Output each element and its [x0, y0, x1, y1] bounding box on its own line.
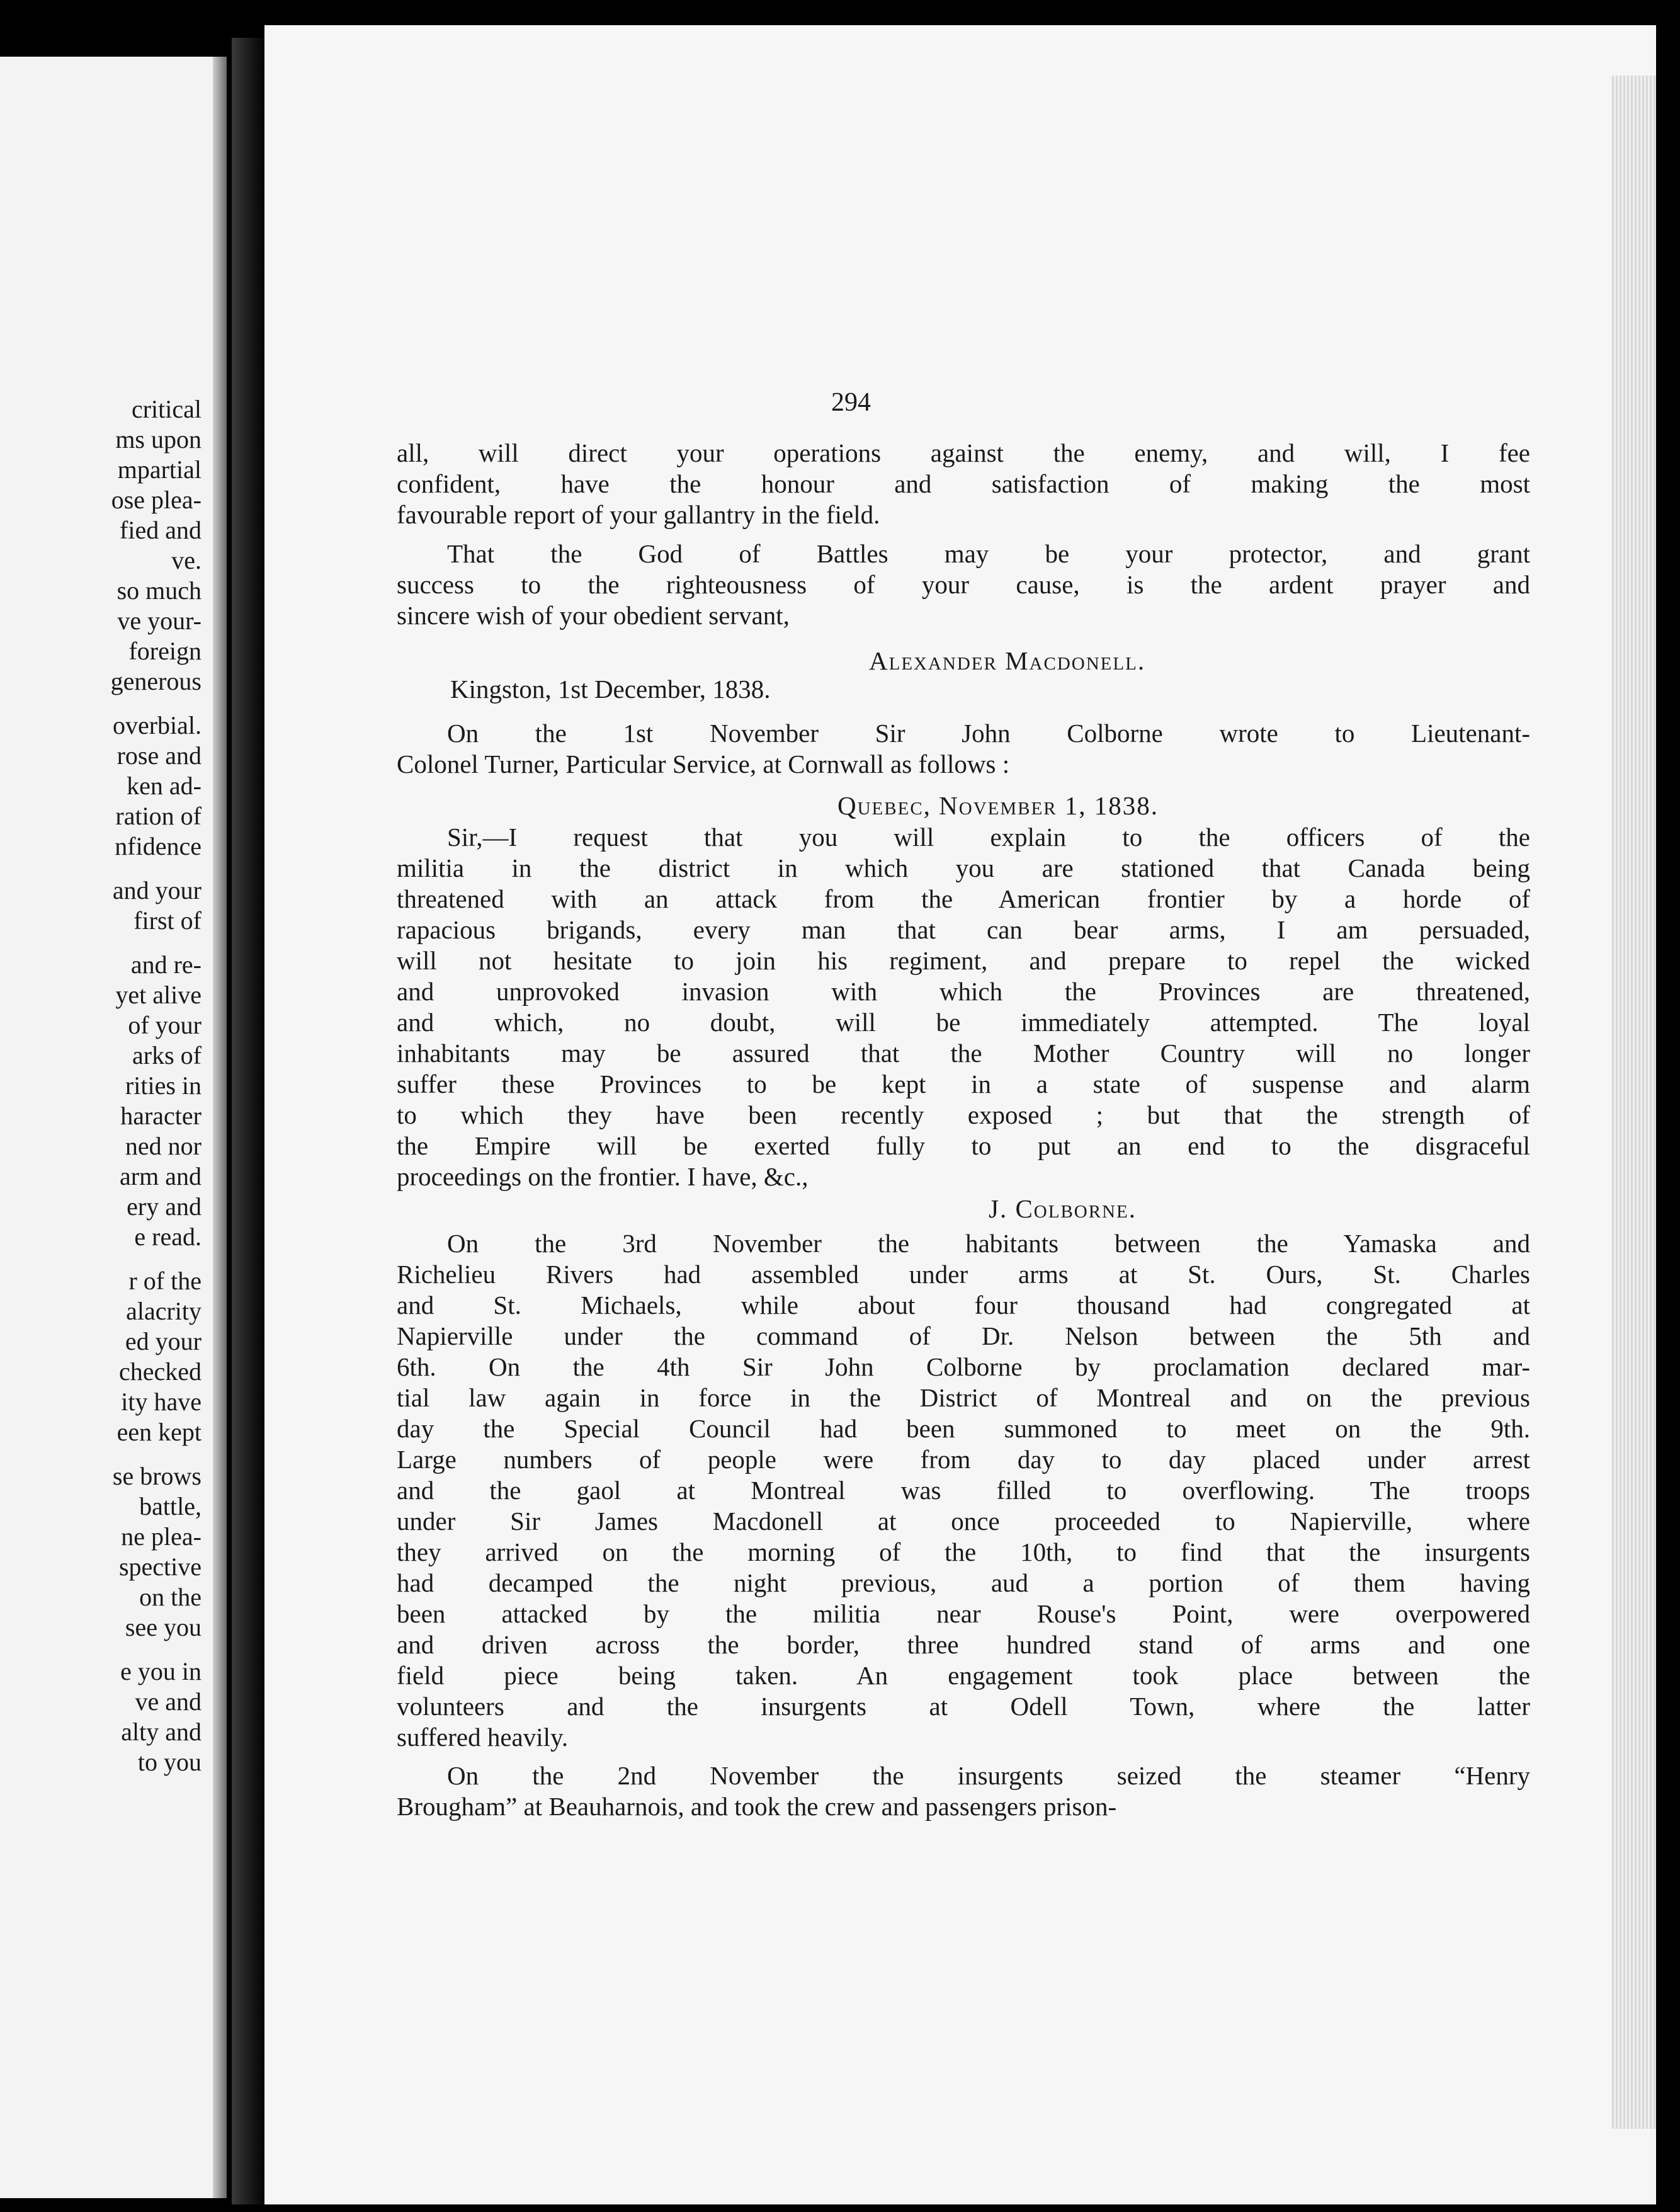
facing-page-line: se brows [112, 1462, 201, 1490]
facing-page-line: nfidence [115, 832, 201, 860]
facing-page-line: generous [110, 667, 201, 695]
text-line: to which they have been recently exposed ; but that the strength of [397, 1100, 1530, 1129]
text-line: success to the righteousness of your cause, is the ardent prayer and [397, 570, 1530, 599]
facing-page-line: ve your- [117, 607, 201, 635]
book-spine [232, 38, 270, 2204]
facing-page-line: of your [128, 1011, 201, 1039]
text-line: On the 3rd November the habitants between the Yamaska and [447, 1229, 1530, 1258]
text-line: and which, no doubt, will be immediately attempted. The loyal [397, 1008, 1530, 1037]
text-line: On the 2nd November the insurgents seized the steamer “Henry [447, 1761, 1530, 1790]
facing-page-line: ned nor [125, 1132, 201, 1160]
place-date-quebec: Quebec, November 1, 1838. [837, 791, 1159, 820]
facing-page-line: e you in [120, 1657, 201, 1685]
facing-page-line: spective [118, 1553, 201, 1581]
paragraph-steamer [397, 1760, 1530, 1822]
facing-page-line: ration of [115, 802, 201, 830]
text-line: the Empire will be exerted fully to put an end to the disgraceful [397, 1131, 1530, 1160]
facing-page-line: fied and [120, 516, 201, 544]
facing-page-line: ms upon [115, 425, 201, 453]
facing-page-line: r of the [128, 1267, 201, 1295]
text-line: had decamped the night previous, aud a portion of them having [397, 1568, 1530, 1597]
text-line: Napierville under the command of Dr. Nelson between the 5th and [397, 1321, 1530, 1350]
text-line: field piece being taken. An engagement took place between the [397, 1661, 1530, 1690]
text-line: and driven across the border, three hundred stand of arms and one [397, 1630, 1530, 1659]
facing-page-line: ery and [127, 1192, 201, 1221]
text-line: Brougham” at Beauharnois, and took the crew and passengers prison- [397, 1792, 1117, 1821]
facing-page-line: mpartial [117, 455, 201, 484]
text-line: Richelieu Rivers had assembled under arms at St. Ours, St. Charles [397, 1260, 1530, 1289]
facing-page-line: haracter [120, 1102, 201, 1130]
signature-macdonell: Alexander Macdonell. [869, 646, 1146, 675]
facing-page-line: alacrity [126, 1297, 201, 1325]
facing-page-line: foreign [128, 637, 201, 665]
facing-page-line: arks of [132, 1041, 201, 1069]
paragraph-insurgents [397, 1228, 1530, 1753]
text-line: and St. Michaels, while about four thousand had congregated at [397, 1291, 1530, 1320]
facing-page-line: overbial. [112, 711, 201, 739]
text-line: On the 1st November Sir John Colborne wrote to Lieutenant- [447, 719, 1530, 748]
paragraph-blessing [397, 539, 1530, 631]
facing-page-line: ose plea- [111, 486, 201, 514]
text-line: That the God of Battles may be your protector, and grant [447, 539, 1530, 568]
text-line: confident, have the honour and satisfaction of making the most [397, 469, 1530, 498]
text-line: Large numbers of people were from day to day placed under arrest [397, 1445, 1530, 1474]
facing-page-line: rities in [125, 1071, 201, 1100]
facing-page-line: on the [139, 1583, 201, 1611]
facing-page-line: first of [133, 906, 201, 935]
paragraph-colborne-intro [397, 718, 1530, 780]
text-line: Sir,—I request that you will explain to the officers of the [447, 823, 1530, 852]
facing-page-line: ve. [171, 546, 201, 574]
place-date-kingston: Kingston, 1st December, 1838. [450, 675, 771, 704]
text-line: all, will direct your operations against the enemy, and will, I fee [397, 438, 1530, 467]
main-page [264, 25, 1656, 2204]
text-line: and the gaol at Montreal was filled to overflowing. The troops [397, 1476, 1530, 1505]
paragraph-continuation [397, 438, 1530, 530]
text-line: sincere wish of your obedient servant, [397, 601, 790, 630]
facing-page-line: checked [118, 1357, 201, 1386]
page-number: 294 [831, 388, 871, 417]
facing-page-line: and your [112, 876, 201, 904]
text-line: and unprovoked invasion with which the Provinces are threatened, [397, 977, 1530, 1006]
text-line: tial law again in force in the District of Montreal and on the previous [397, 1383, 1530, 1412]
text-line: they arrived on the morning of the 10th, to find that the insurgents [397, 1537, 1530, 1566]
facing-page-line: ve and [135, 1687, 201, 1716]
text-line: 6th. On the 4th Sir John Colborne by proclamation declared mar- [397, 1352, 1530, 1381]
facing-page-line: and re- [130, 950, 201, 979]
facing-page-line: yet alive [115, 981, 201, 1009]
facing-page-line: to you [137, 1748, 201, 1776]
text-line: Colonel Turner, Particular Service, at Cornwall as follows : [397, 750, 1010, 778]
text-line: militia in the district in which you are stationed that Canada being [397, 853, 1530, 882]
facing-page-left [0, 57, 227, 2198]
text-line: suffer these Provinces to be kept in a state of suspense and alarm [397, 1069, 1530, 1098]
facing-page-line: see you [125, 1613, 201, 1641]
facing-page-line: rose and [116, 741, 201, 770]
page-gutter-shadow [213, 57, 227, 2198]
text-line: rapacious brigands, every man that can bear arms, I am persuaded, [397, 915, 1530, 944]
facing-page-line: ity have [121, 1388, 201, 1416]
facing-page-line: ed your [125, 1327, 201, 1355]
facing-page-line: battle, [139, 1492, 201, 1520]
page-edges [1612, 76, 1656, 2129]
facing-page-line: ken ad- [127, 772, 201, 800]
facing-page-line: ne plea- [121, 1522, 201, 1551]
text-line: will not hesitate to join his regiment, and prepare to repel the wicked [397, 946, 1530, 975]
text-line: inhabitants may be assured that the Mother Country will no longer [397, 1039, 1530, 1068]
facing-page-line: arm and [120, 1162, 201, 1190]
facing-page-line: alty and [121, 1718, 201, 1746]
letter-body [397, 822, 1530, 1192]
text-line: been attacked by the militia near Rouse's Point, were overpowered [397, 1599, 1530, 1628]
text-line: day the Special Council had been summoned to meet on the 9th. [397, 1414, 1530, 1443]
facing-page-line: so much [116, 576, 201, 605]
text-line: volunteers and the insurgents at Odell Town, where the latter [397, 1692, 1530, 1721]
facing-page-line: critical [131, 395, 201, 423]
text-line: threatened with an attack from the American frontier by a horde of [397, 884, 1530, 913]
facing-page-line: een kept [116, 1418, 201, 1446]
text-line: favourable report of your gallantry in the field. [397, 500, 880, 529]
text-line: under Sir James Macdonell at once proceeded to Napierville, where [397, 1507, 1530, 1536]
signature-colborne: J. Colborne. [989, 1194, 1137, 1223]
text-line: suffered heavily. [397, 1723, 569, 1752]
text-line: proceedings on the frontier. I have, &c., [397, 1162, 809, 1191]
facing-page-line: e read. [134, 1223, 201, 1251]
